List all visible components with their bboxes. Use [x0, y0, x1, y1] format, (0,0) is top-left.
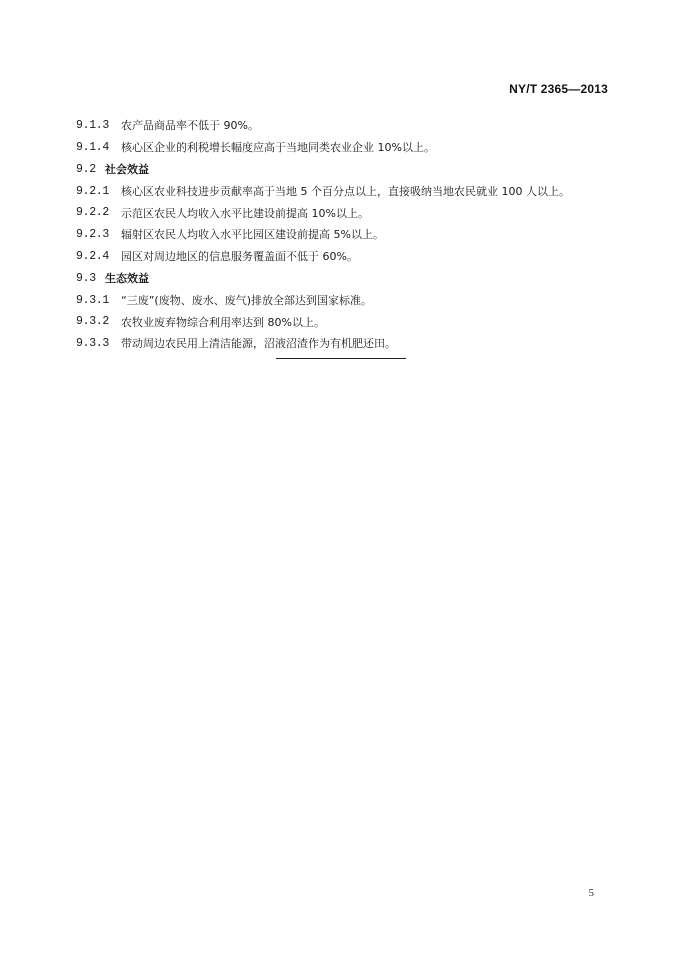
clause-number: 9.3.2	[76, 315, 110, 329]
clause-number: 9.1.3	[76, 119, 110, 133]
standard-number: NY/T 2365—2013	[509, 82, 608, 96]
section-title: 社会效益	[105, 162, 149, 176]
clause-9-2-4	[76, 246, 616, 268]
clause-9-1-3	[76, 115, 616, 137]
clause-9-3-3	[76, 333, 616, 355]
clause-number: 9.2.2	[76, 206, 110, 220]
clause-number: 9.2.4	[76, 249, 110, 263]
clause-number: 9.1.4	[76, 140, 110, 154]
clause-text: 示范区农民人均收入水平比建设前提高 10%以上。	[121, 206, 369, 220]
clause-text: 园区对周边地区的信息服务覆盖面不低于 60%。	[121, 250, 358, 264]
clause-number: 9.3.3	[76, 337, 110, 351]
section-number: 9.3	[76, 271, 96, 285]
clause-9-3-1	[76, 289, 616, 311]
clause-9-2-1	[76, 180, 616, 202]
clause-text: 核心区农业科技进步贡献率高于当地 5 个百分点以上，直接吸纳当地农民就业 100 人以上。	[121, 184, 570, 198]
clause-text: “三废”(废物、废水、废气)排放全部达到国家标准。	[121, 293, 372, 307]
clause-9-2-3	[76, 224, 616, 246]
clause-text: 农牧业废弃物综合利用率达到 80%以上。	[121, 315, 325, 329]
clause-text: 核心区企业的利税增长幅度应高于当地同类农业企业 10%以上。	[121, 141, 435, 155]
clause-text: 辐射区农民人均收入水平比园区建设前提高 5%以上。	[121, 228, 384, 242]
section-heading-9-2	[76, 159, 616, 181]
section-title: 生态效益	[105, 271, 149, 285]
clause-9-3-2	[76, 311, 616, 333]
clause-number: 9.3.1	[76, 293, 110, 307]
page-number: 5	[588, 887, 594, 899]
clause-text: 农产品商品率不低于 90%。	[121, 119, 259, 133]
document-body	[76, 115, 616, 355]
section-heading-9-3	[76, 268, 616, 290]
clause-text: 带动周边农民用上清洁能源，沼液沼渣作为有机肥还田。	[121, 337, 396, 351]
clause-number: 9.2.1	[76, 184, 110, 198]
clause-9-2-2	[76, 202, 616, 224]
clause-9-1-4	[76, 137, 616, 159]
clause-number: 9.2.3	[76, 228, 110, 242]
section-number: 9.2	[76, 162, 96, 176]
end-of-document-rule	[276, 358, 406, 359]
